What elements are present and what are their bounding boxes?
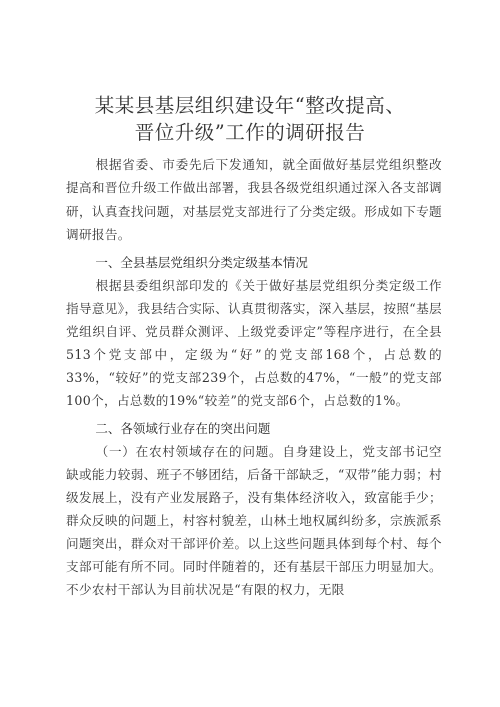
section-1-heading: 一、全县基层党组织分类定级基本情况 (95, 255, 308, 271)
section-2-paragraph: （一）在农村领域存在的问题。自身建设上，党支部书记空缺或能力较弱、班子不够团结，后备干部缺乏，“双带”能力弱；村级发展上，没有产业发展路子，没有集体经济收入，致富能手少；群众反映的问题上，村容村貌差，山林土地权属纠纷多，宗族派系问题突出，群众对干部评价差。以上这些问题具体到每个村、每个支部可能有所不同。同时伴随着的，还有基层干部压力明显加大。不少农村干部认为目前状况是“有限的权力，无限 (66, 444, 443, 598)
section-1-paragraph: 根据县委组织部印发的《关于做好基层党组织分类定级工作指导意见》，我县结合实际、认真贯彻落实，深入基层，按照“基层党组织自评、党员群众测评、上级党委评定”等程序进行，在全县513个党支部中，定级为“好”的党支部168个，占总数的33%，“较好”的党支部239个，占总数的47%，“一般”的党支部100个，占总数的19%“较差”的党支部6个，占总数的1%。 (66, 278, 442, 409)
title-line-1: 某某县基层组织建设年“整改提高、 (94, 94, 406, 117)
intro-paragraph: 根据省委、市委先后下发通知，就全面做好基层党组织整改提高和晋位升级工作做出部署，我县各级党组织通过深入各支部调研，认真查找问题，对基层党支部进行了分类定级。形成如下专题调研报告。 (66, 157, 442, 242)
title-line-2: 晋位升级”工作的调研报告 (134, 121, 366, 144)
section-2-heading: 二、各领域行业存在的突出问题 (95, 421, 271, 437)
document-body (66, 153, 442, 601)
document-title (0, 92, 500, 146)
